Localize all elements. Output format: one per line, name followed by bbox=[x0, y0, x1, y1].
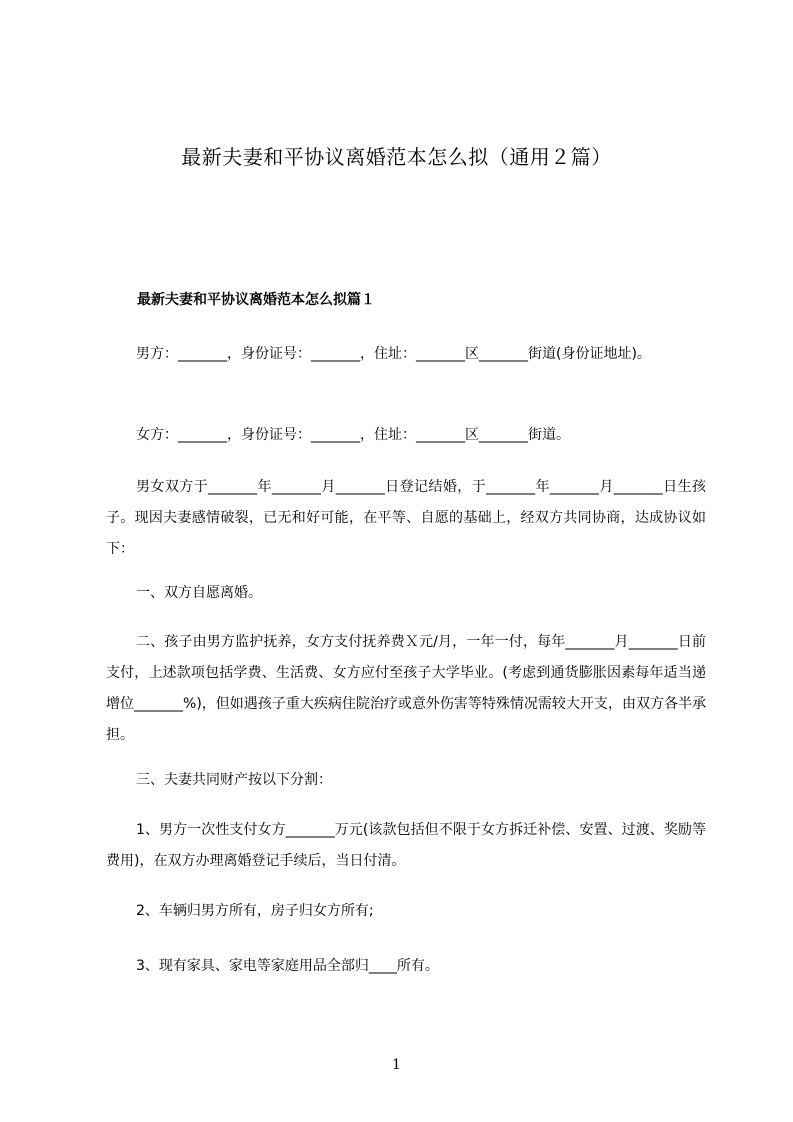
paragraph-clause-2: 二、孩子由男方监护抚养，女方支付抚养费Ｘ元/月，一年一付，每年_______月_______日前支付，上述款项包括学费、生活费、女方应付至孩子大学毕业。(考虑到通货膨胀因素每年适当递增位_______%)，但如遇孩子重大疾病住院治疗或意外伤害等特殊情况需较大开支，由双方各半承担。 bbox=[106, 634, 706, 743]
paragraph-property-1: 1、男方一次性支付女方_______万元(该款包括但不限于女方拆迁补偿、安置、过渡、奖励等费用)，在双方办理离婚登记手续后，当日付清。 bbox=[106, 822, 706, 869]
paragraph-clause-1: 一、双方自愿离婚。 bbox=[136, 585, 262, 601]
section-title: 最新夫妻和平协议离婚范本怎么拟篇１ bbox=[137, 292, 375, 308]
document-title: 最新夫妻和平协议离婚范本怎么拟（通用２篇） bbox=[181, 145, 612, 169]
paragraph-property-3: 3、现有家具、家电等家庭用品全部归____所有。 bbox=[136, 958, 439, 974]
page-number: 1 bbox=[392, 1057, 401, 1073]
paragraph-clause-3: 三、夫妻共同财产按以下分割： bbox=[136, 772, 332, 788]
paragraph-property-2: 2、车辆归男方所有，房子归女方所有; bbox=[136, 903, 374, 919]
paragraph-marriage-info: 男女双方于_______年_______月_______日登记结婚，于_______年_______月_______日生孩子。现因夫妻感情破裂，已无和好可能，在平等、自愿的基础上，经双方共同协商，达成协议如下： bbox=[106, 479, 706, 557]
paragraph-female-party: 女方：_______，身份证号：_______，住址：_______区_______街道。 bbox=[136, 427, 570, 443]
paragraph-male-party: 男方：_______，身份证号：_______，住址：_______区_______街道(身份证地址)。 bbox=[136, 346, 651, 362]
